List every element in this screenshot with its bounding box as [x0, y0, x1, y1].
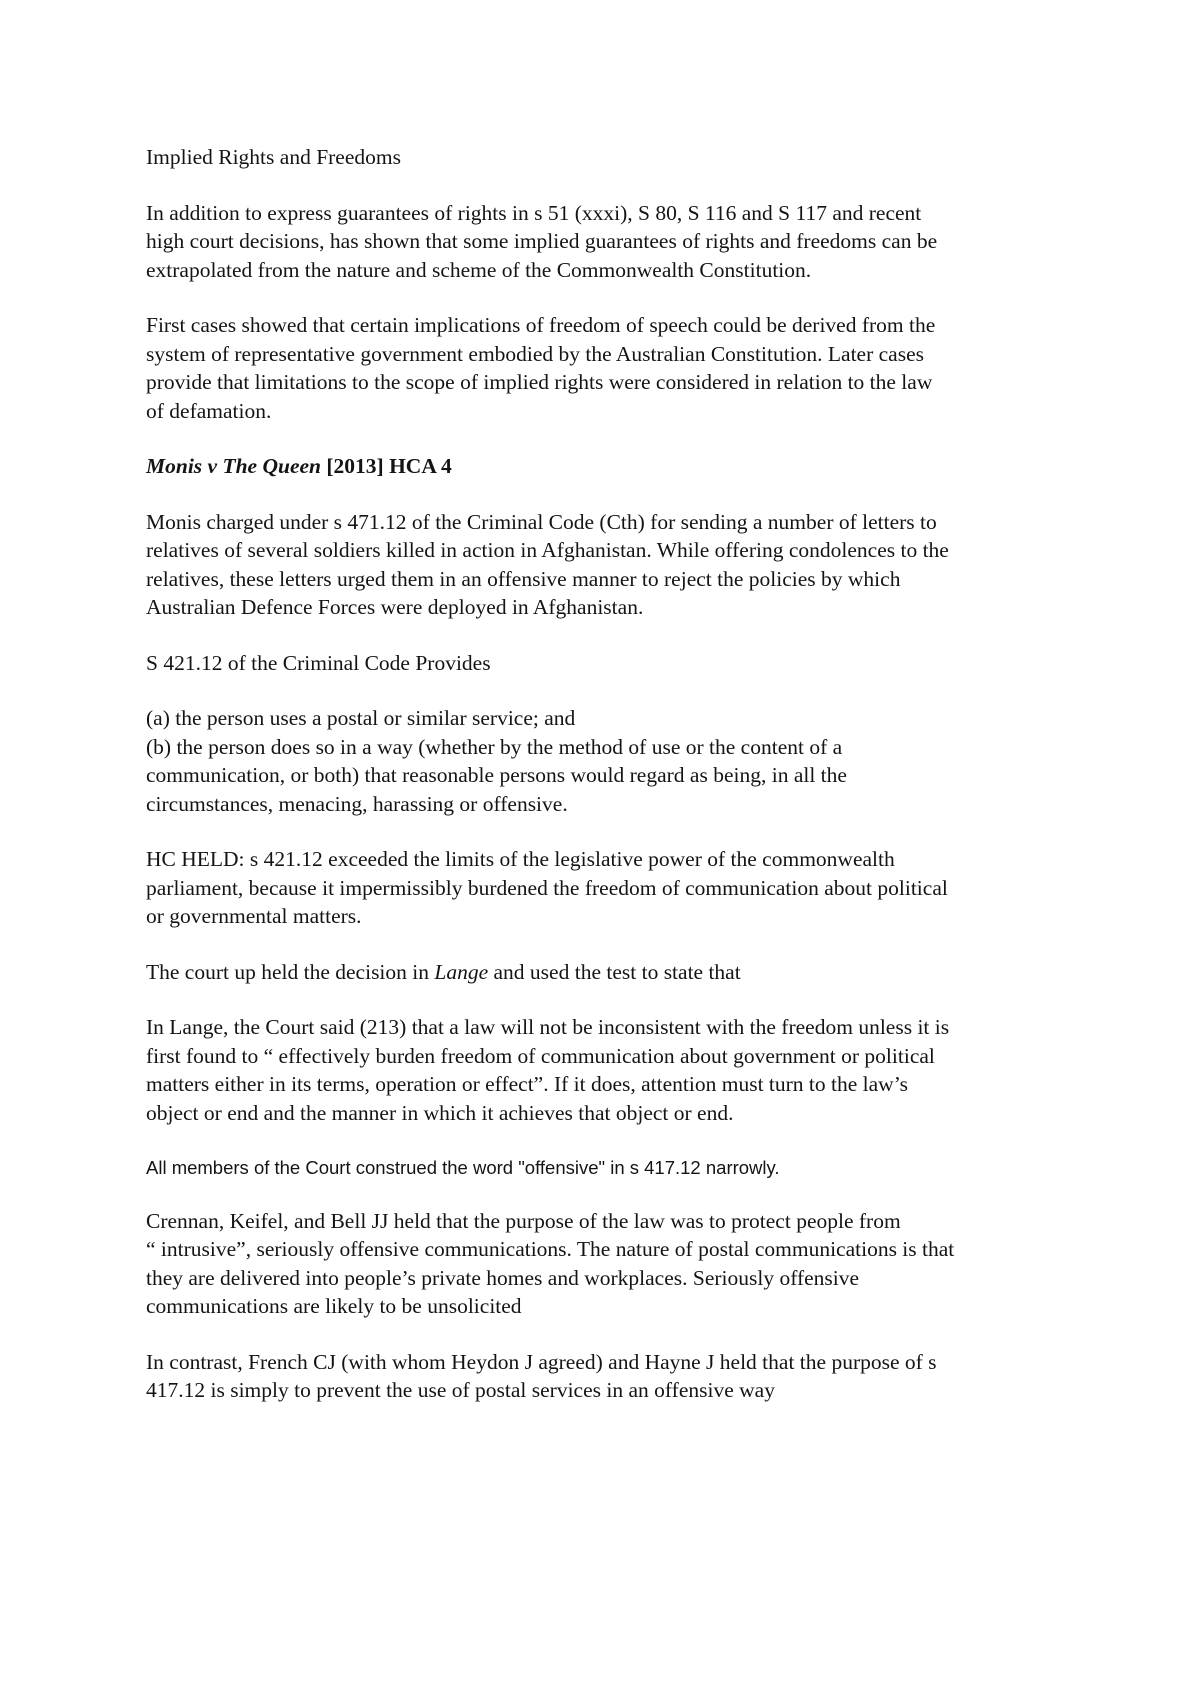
held-line: parliament, because it impermissibly burdened the freedom of communication about political [146, 875, 948, 900]
intro-line: In addition to express guarantees of rights in s 51 (xxxi), S 80, S 116 and S 117 and recent [146, 200, 922, 225]
intro-line: high court decisions, has shown that some implied guarantees of rights and freedoms can be [146, 229, 938, 253]
first-cases-line: system of representative government embodied by the Australian Constitution. Later cases [146, 341, 924, 366]
first-cases-paragraph [146, 311, 1066, 425]
facts-line: Australian Defence Forces were deployed in Afghanistan. [146, 595, 644, 619]
lange-line: first found to “ effectively burden freedom of communication about government or political [146, 1043, 935, 1068]
crennan-line: Crennan, Keifel, and Bell JJ held that the purpose of the law was to protect people from [146, 1208, 901, 1233]
upheld-line [146, 958, 1066, 987]
construed-line: All members of the Court construed the word "offensive" in s 417.12 narrowly. [146, 1157, 780, 1178]
crennan-line: communications are likely to be unsolicited [146, 1294, 522, 1318]
lange-test-paragraph [146, 1013, 1066, 1127]
intro-paragraph [146, 199, 1066, 285]
document-body [146, 143, 1066, 1432]
provision-paragraph [146, 704, 1066, 818]
crennan-line: “ intrusive”, seriously offensive communications. The nature of postal communications is that [146, 1237, 955, 1261]
provision-line: (b) the person does so in a way (whether by the method of use or the content of a [146, 734, 843, 759]
document-title [146, 143, 1066, 172]
facts-line: relatives of several soldiers killed in action in Afghanistan. While offering condolences to the [146, 538, 949, 562]
provision-line: communication, or both) that reasonable persons would regard as being, in all the [146, 763, 847, 787]
crennan-line: they are delivered into people’s private homes and workplaces. Seriously offensive [146, 1265, 860, 1290]
contrast-line: In contrast, French CJ (with whom Heydon J agreed) and Hayne J held that the purpose of s [146, 1349, 937, 1374]
crennan-paragraph [146, 1207, 1066, 1321]
provision-line: (a) the person uses a postal or similar service; and [146, 706, 576, 730]
first-cases-line: First cases showed that certain implications of freedom of speech could be derived from the [146, 313, 936, 337]
lange-line: In Lange, the Court said (213) that a law will not be inconsistent with the freedom unless it is [146, 1015, 950, 1039]
facts-line: Monis charged under s 471.12 of the Criminal Code (Cth) for sending a number of letters to [146, 509, 937, 534]
provision-line: circumstances, menacing, harassing or offensive. [146, 791, 568, 816]
case-citation: [2013] HCA 4 [321, 454, 452, 478]
provision-heading-line: S 421.12 of the Criminal Code Provides [146, 650, 491, 675]
first-cases-line: provide that limitations to the scope of implied rights were considered in relation to the law [146, 370, 933, 394]
construed-paragraph [146, 1154, 1066, 1183]
title-line: Implied Rights and Freedoms [146, 145, 401, 169]
intro-line: extrapolated from the nature and scheme of the Commonwealth Constitution. [146, 257, 812, 282]
upheld-case-name: Lange [434, 959, 489, 984]
facts-line: relatives, these letters urged them in an offensive manner to reject the policies by which [146, 566, 901, 591]
contrast-line: 417.12 is simply to prevent the use of postal services in an offensive way [146, 1378, 775, 1402]
case-heading [146, 452, 1066, 481]
held-line: HC HELD: s 421.12 exceeded the limits of the legislative power of the commonwealth [146, 847, 895, 871]
upheld-paragraph [146, 958, 1066, 987]
lange-line: object or end and the manner in which it achieves that object or end. [146, 1100, 734, 1125]
held-paragraph [146, 845, 1066, 931]
lange-line: matters either in its terms, operation or effect”. If it does, attention must turn to the law’s [146, 1072, 909, 1096]
held-line: or governmental matters. [146, 904, 362, 928]
case-name: Monis v The Queen [146, 454, 321, 478]
facts-paragraph [146, 508, 1066, 622]
contrast-paragraph [146, 1348, 1066, 1405]
upheld-before: The court up held the decision in [146, 959, 435, 984]
provision-heading [146, 649, 1066, 678]
first-cases-line: of defamation. [146, 398, 272, 423]
upheld-after: and used the test to state that [488, 959, 741, 984]
